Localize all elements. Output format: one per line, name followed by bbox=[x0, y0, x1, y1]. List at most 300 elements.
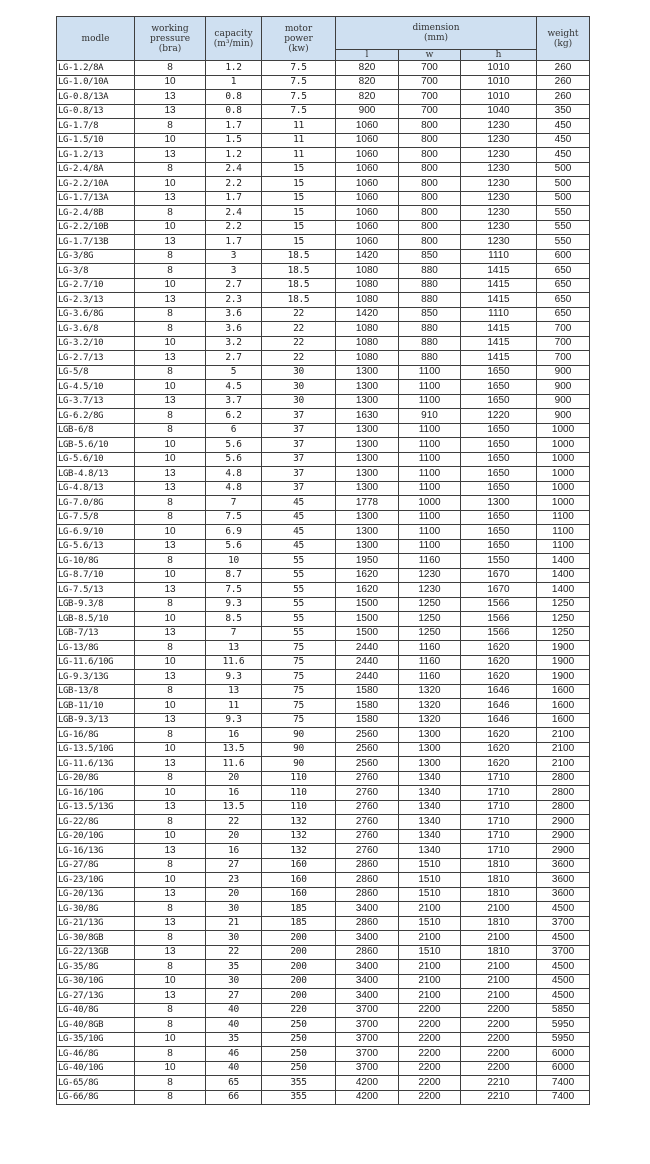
cell-weight: 260 bbox=[537, 90, 590, 105]
cell-length: 2760 bbox=[336, 844, 399, 859]
table-row bbox=[57, 496, 590, 511]
cell-width: 800 bbox=[399, 133, 461, 148]
cell-power: 250 bbox=[262, 1018, 336, 1033]
cell-width: 880 bbox=[399, 336, 461, 351]
cell-capacity: 16 bbox=[206, 786, 262, 801]
cell-length: 1778 bbox=[336, 496, 399, 511]
cell-power: 132 bbox=[262, 829, 336, 844]
cell-weight: 2800 bbox=[537, 786, 590, 801]
table-row bbox=[57, 307, 590, 322]
cell-width: 800 bbox=[399, 162, 461, 177]
cell-weight: 1250 bbox=[537, 612, 590, 627]
cell-capacity: 4.8 bbox=[206, 481, 262, 496]
cell-length: 3700 bbox=[336, 1003, 399, 1018]
cell-model: LGB-13/8 bbox=[57, 684, 135, 699]
table-row bbox=[57, 916, 590, 931]
table-row bbox=[57, 873, 590, 888]
cell-pressure: 10 bbox=[135, 655, 206, 670]
cell-weight: 1000 bbox=[537, 438, 590, 453]
cell-capacity: 5.6 bbox=[206, 438, 262, 453]
table-row bbox=[57, 510, 590, 525]
cell-model: LG-20/10G bbox=[57, 829, 135, 844]
table-row bbox=[57, 858, 590, 873]
cell-weight: 5850 bbox=[537, 1003, 590, 1018]
cell-height: 1415 bbox=[461, 336, 537, 351]
cell-pressure: 10 bbox=[135, 525, 206, 540]
cell-width: 700 bbox=[399, 61, 461, 76]
table-row bbox=[57, 206, 590, 221]
cell-pressure: 10 bbox=[135, 974, 206, 989]
cell-width: 1300 bbox=[399, 742, 461, 757]
cell-weight: 7400 bbox=[537, 1090, 590, 1105]
table-row bbox=[57, 409, 590, 424]
table-row bbox=[57, 1003, 590, 1018]
table-row bbox=[57, 467, 590, 482]
cell-capacity: 11 bbox=[206, 699, 262, 714]
cell-height: 1010 bbox=[461, 90, 537, 105]
cell-capacity: 5.6 bbox=[206, 539, 262, 554]
cell-capacity: 23 bbox=[206, 873, 262, 888]
cell-length: 1060 bbox=[336, 162, 399, 177]
cell-width: 2100 bbox=[399, 931, 461, 946]
cell-capacity: 7 bbox=[206, 496, 262, 511]
cell-length: 4200 bbox=[336, 1076, 399, 1091]
table-row bbox=[57, 1032, 590, 1047]
cell-weight: 650 bbox=[537, 264, 590, 279]
cell-length: 1080 bbox=[336, 336, 399, 351]
cell-capacity: 20 bbox=[206, 887, 262, 902]
table-row bbox=[57, 539, 590, 554]
cell-power: 15 bbox=[262, 162, 336, 177]
cell-height: 1710 bbox=[461, 829, 537, 844]
cell-power: 200 bbox=[262, 945, 336, 960]
cell-height: 1670 bbox=[461, 583, 537, 598]
cell-power: 110 bbox=[262, 800, 336, 815]
cell-model: LG-4.5/10 bbox=[57, 380, 135, 395]
table-row bbox=[57, 438, 590, 453]
cell-power: 75 bbox=[262, 713, 336, 728]
cell-length: 1300 bbox=[336, 539, 399, 554]
cell-capacity: 13 bbox=[206, 641, 262, 656]
cell-pressure: 10 bbox=[135, 75, 206, 90]
cell-power: 355 bbox=[262, 1076, 336, 1091]
cell-pressure: 10 bbox=[135, 438, 206, 453]
cell-width: 1510 bbox=[399, 858, 461, 873]
cell-height: 1230 bbox=[461, 119, 537, 134]
table-row bbox=[57, 1076, 590, 1091]
cell-height: 1710 bbox=[461, 786, 537, 801]
cell-pressure: 8 bbox=[135, 322, 206, 337]
table-row bbox=[57, 626, 590, 641]
cell-height: 1620 bbox=[461, 728, 537, 743]
cell-length: 3400 bbox=[336, 974, 399, 989]
table-row bbox=[57, 148, 590, 163]
cell-width: 880 bbox=[399, 351, 461, 366]
cell-model: LG-20/8G bbox=[57, 771, 135, 786]
table-row bbox=[57, 612, 590, 627]
table-row bbox=[57, 1061, 590, 1076]
cell-length: 3400 bbox=[336, 960, 399, 975]
cell-width: 700 bbox=[399, 90, 461, 105]
cell-height: 1810 bbox=[461, 887, 537, 902]
cell-weight: 3700 bbox=[537, 945, 590, 960]
table-row bbox=[57, 177, 590, 192]
cell-model: LGB-9.3/13 bbox=[57, 713, 135, 728]
cell-model: LG-1.2/8A bbox=[57, 61, 135, 76]
cell-power: 7.5 bbox=[262, 104, 336, 119]
cell-capacity: 2.2 bbox=[206, 220, 262, 235]
cell-power: 355 bbox=[262, 1090, 336, 1105]
cell-width: 1100 bbox=[399, 467, 461, 482]
cell-power: 132 bbox=[262, 844, 336, 859]
table-row bbox=[57, 452, 590, 467]
cell-height: 1650 bbox=[461, 525, 537, 540]
cell-height: 2100 bbox=[461, 974, 537, 989]
table-row bbox=[57, 757, 590, 772]
cell-model: LG-3/8G bbox=[57, 249, 135, 264]
cell-model: LG-6.9/10 bbox=[57, 525, 135, 540]
cell-width: 2100 bbox=[399, 989, 461, 1004]
table-row bbox=[57, 887, 590, 902]
cell-length: 3700 bbox=[336, 1032, 399, 1047]
cell-model: LG-27/8G bbox=[57, 858, 135, 873]
cell-width: 880 bbox=[399, 293, 461, 308]
cell-power: 75 bbox=[262, 699, 336, 714]
cell-length: 2440 bbox=[336, 641, 399, 656]
cell-pressure: 10 bbox=[135, 742, 206, 757]
cell-capacity: 21 bbox=[206, 916, 262, 931]
table-row bbox=[57, 394, 590, 409]
cell-length: 2860 bbox=[336, 873, 399, 888]
cell-height: 1646 bbox=[461, 684, 537, 699]
cell-model: LG-23/10G bbox=[57, 873, 135, 888]
cell-weight: 1250 bbox=[537, 626, 590, 641]
cell-power: 11 bbox=[262, 133, 336, 148]
cell-length: 3400 bbox=[336, 989, 399, 1004]
table-row bbox=[57, 844, 590, 859]
cell-length: 1300 bbox=[336, 380, 399, 395]
cell-weight: 550 bbox=[537, 235, 590, 250]
table-row bbox=[57, 902, 590, 917]
cell-weight: 450 bbox=[537, 133, 590, 148]
cell-pressure: 10 bbox=[135, 699, 206, 714]
cell-weight: 1000 bbox=[537, 496, 590, 511]
cell-height: 1230 bbox=[461, 148, 537, 163]
cell-length: 2760 bbox=[336, 815, 399, 830]
cell-pressure: 13 bbox=[135, 394, 206, 409]
cell-width: 1100 bbox=[399, 380, 461, 395]
cell-capacity: 1.7 bbox=[206, 235, 262, 250]
cell-height: 1650 bbox=[461, 380, 537, 395]
cell-weight: 700 bbox=[537, 322, 590, 337]
cell-model: LG-30/8GB bbox=[57, 931, 135, 946]
table-row bbox=[57, 293, 590, 308]
cell-width: 700 bbox=[399, 104, 461, 119]
cell-capacity: 9.3 bbox=[206, 597, 262, 612]
cell-length: 1300 bbox=[336, 365, 399, 380]
cell-pressure: 8 bbox=[135, 409, 206, 424]
cell-height: 2100 bbox=[461, 931, 537, 946]
cell-capacity: 2.4 bbox=[206, 206, 262, 221]
cell-weight: 260 bbox=[537, 75, 590, 90]
cell-capacity: 8.7 bbox=[206, 568, 262, 583]
cell-pressure: 8 bbox=[135, 1047, 206, 1062]
cell-length: 3700 bbox=[336, 1047, 399, 1062]
cell-weight: 700 bbox=[537, 336, 590, 351]
cell-model: LG-40/8GB bbox=[57, 1018, 135, 1033]
cell-height: 1810 bbox=[461, 873, 537, 888]
cell-width: 800 bbox=[399, 148, 461, 163]
cell-model: LGB-11/10 bbox=[57, 699, 135, 714]
cell-width: 1340 bbox=[399, 786, 461, 801]
cell-height: 2100 bbox=[461, 960, 537, 975]
cell-weight: 1600 bbox=[537, 699, 590, 714]
cell-width: 2100 bbox=[399, 974, 461, 989]
cell-model: LG-1.7/8 bbox=[57, 119, 135, 134]
cell-power: 22 bbox=[262, 322, 336, 337]
cell-model: LG-35/8G bbox=[57, 960, 135, 975]
cell-capacity: 5 bbox=[206, 365, 262, 380]
cell-capacity: 3.7 bbox=[206, 394, 262, 409]
cell-weight: 450 bbox=[537, 148, 590, 163]
cell-power: 45 bbox=[262, 525, 336, 540]
table-row bbox=[57, 133, 590, 148]
cell-model: LG-16/8G bbox=[57, 728, 135, 743]
cell-capacity: 16 bbox=[206, 844, 262, 859]
cell-model: LG-7.0/8G bbox=[57, 496, 135, 511]
table-row bbox=[57, 481, 590, 496]
cell-pressure: 13 bbox=[135, 887, 206, 902]
cell-pressure: 10 bbox=[135, 177, 206, 192]
cell-weight: 900 bbox=[537, 394, 590, 409]
cell-height: 1710 bbox=[461, 771, 537, 786]
cell-length: 2760 bbox=[336, 829, 399, 844]
cell-pressure: 10 bbox=[135, 1032, 206, 1047]
cell-model: LG-3.2/10 bbox=[57, 336, 135, 351]
cell-height: 1415 bbox=[461, 351, 537, 366]
cell-pressure: 8 bbox=[135, 858, 206, 873]
cell-model: LG-13.5/13G bbox=[57, 800, 135, 815]
cell-pressure: 8 bbox=[135, 1018, 206, 1033]
cell-power: 250 bbox=[262, 1032, 336, 1047]
table-row bbox=[57, 365, 590, 380]
table-row bbox=[57, 75, 590, 90]
cell-weight: 5950 bbox=[537, 1032, 590, 1047]
cell-length: 1300 bbox=[336, 438, 399, 453]
cell-height: 1040 bbox=[461, 104, 537, 119]
cell-length: 1080 bbox=[336, 322, 399, 337]
cell-length: 1500 bbox=[336, 612, 399, 627]
cell-length: 2560 bbox=[336, 757, 399, 772]
cell-power: 11 bbox=[262, 148, 336, 163]
cell-length: 900 bbox=[336, 104, 399, 119]
cell-power: 7.5 bbox=[262, 90, 336, 105]
cell-capacity: 7 bbox=[206, 626, 262, 641]
cell-width: 2200 bbox=[399, 1003, 461, 1018]
table-row bbox=[57, 931, 590, 946]
cell-height: 1620 bbox=[461, 670, 537, 685]
cell-width: 1160 bbox=[399, 670, 461, 685]
cell-width: 2100 bbox=[399, 902, 461, 917]
cell-width: 1320 bbox=[399, 713, 461, 728]
cell-capacity: 1.7 bbox=[206, 191, 262, 206]
cell-pressure: 13 bbox=[135, 713, 206, 728]
cell-capacity: 20 bbox=[206, 829, 262, 844]
cell-capacity: 0.8 bbox=[206, 104, 262, 119]
cell-height: 1230 bbox=[461, 220, 537, 235]
cell-capacity: 22 bbox=[206, 945, 262, 960]
cell-height: 1010 bbox=[461, 61, 537, 76]
cell-height: 1230 bbox=[461, 177, 537, 192]
cell-height: 2210 bbox=[461, 1090, 537, 1105]
cell-power: 75 bbox=[262, 655, 336, 670]
table-row bbox=[57, 742, 590, 757]
table-row bbox=[57, 90, 590, 105]
cell-capacity: 4.5 bbox=[206, 380, 262, 395]
cell-pressure: 13 bbox=[135, 481, 206, 496]
cell-height: 1300 bbox=[461, 496, 537, 511]
cell-height: 1650 bbox=[461, 510, 537, 525]
cell-power: 7.5 bbox=[262, 61, 336, 76]
cell-height: 1646 bbox=[461, 713, 537, 728]
cell-capacity: 35 bbox=[206, 960, 262, 975]
cell-pressure: 13 bbox=[135, 90, 206, 105]
cell-capacity: 1 bbox=[206, 75, 262, 90]
cell-model: LG-10/8G bbox=[57, 554, 135, 569]
cell-model: LG-2.7/13 bbox=[57, 351, 135, 366]
cell-power: 110 bbox=[262, 771, 336, 786]
table-row bbox=[57, 104, 590, 119]
cell-width: 800 bbox=[399, 119, 461, 134]
cell-model: LG-0.8/13A bbox=[57, 90, 135, 105]
cell-height: 1110 bbox=[461, 249, 537, 264]
cell-power: 110 bbox=[262, 786, 336, 801]
cell-weight: 900 bbox=[537, 409, 590, 424]
cell-width: 1300 bbox=[399, 757, 461, 772]
cell-power: 220 bbox=[262, 1003, 336, 1018]
cell-pressure: 13 bbox=[135, 467, 206, 482]
cell-length: 1080 bbox=[336, 264, 399, 279]
cell-weight: 2900 bbox=[537, 844, 590, 859]
cell-width: 1320 bbox=[399, 699, 461, 714]
cell-width: 800 bbox=[399, 177, 461, 192]
cell-height: 1810 bbox=[461, 916, 537, 931]
cell-height: 1620 bbox=[461, 641, 537, 656]
cell-model: LG-5/8 bbox=[57, 365, 135, 380]
cell-model: LG-13.5/10G bbox=[57, 742, 135, 757]
cell-weight: 900 bbox=[537, 365, 590, 380]
table-row bbox=[57, 278, 590, 293]
cell-width: 1250 bbox=[399, 626, 461, 641]
cell-power: 37 bbox=[262, 481, 336, 496]
cell-pressure: 13 bbox=[135, 104, 206, 119]
cell-width: 880 bbox=[399, 322, 461, 337]
cell-height: 1650 bbox=[461, 394, 537, 409]
cell-width: 1510 bbox=[399, 945, 461, 960]
cell-length: 1500 bbox=[336, 626, 399, 641]
cell-capacity: 11.6 bbox=[206, 655, 262, 670]
header-dimension-length: l bbox=[336, 50, 399, 61]
table-row bbox=[57, 423, 590, 438]
cell-height: 1810 bbox=[461, 858, 537, 873]
cell-power: 55 bbox=[262, 554, 336, 569]
cell-weight: 1900 bbox=[537, 655, 590, 670]
cell-power: 30 bbox=[262, 365, 336, 380]
cell-power: 37 bbox=[262, 452, 336, 467]
cell-height: 2200 bbox=[461, 1047, 537, 1062]
cell-width: 1100 bbox=[399, 481, 461, 496]
cell-width: 1100 bbox=[399, 438, 461, 453]
cell-power: 250 bbox=[262, 1061, 336, 1076]
header-dimension-height: h bbox=[461, 50, 537, 61]
cell-length: 1580 bbox=[336, 684, 399, 699]
cell-pressure: 8 bbox=[135, 1076, 206, 1091]
header-model: modle bbox=[57, 17, 135, 61]
cell-height: 1650 bbox=[461, 467, 537, 482]
cell-capacity: 13 bbox=[206, 684, 262, 699]
table-row bbox=[57, 191, 590, 206]
cell-length: 1580 bbox=[336, 699, 399, 714]
cell-power: 15 bbox=[262, 235, 336, 250]
cell-power: 7.5 bbox=[262, 75, 336, 90]
cell-width: 1100 bbox=[399, 452, 461, 467]
cell-length: 1300 bbox=[336, 423, 399, 438]
cell-length: 2760 bbox=[336, 771, 399, 786]
cell-capacity: 40 bbox=[206, 1003, 262, 1018]
table-row bbox=[57, 974, 590, 989]
cell-length: 1420 bbox=[336, 249, 399, 264]
cell-width: 1300 bbox=[399, 728, 461, 743]
cell-height: 1230 bbox=[461, 191, 537, 206]
cell-pressure: 10 bbox=[135, 568, 206, 583]
cell-pressure: 13 bbox=[135, 293, 206, 308]
cell-model: LG-5.6/10 bbox=[57, 452, 135, 467]
cell-power: 30 bbox=[262, 380, 336, 395]
cell-pressure: 8 bbox=[135, 771, 206, 786]
cell-pressure: 13 bbox=[135, 844, 206, 859]
cell-weight: 2900 bbox=[537, 829, 590, 844]
cell-length: 1060 bbox=[336, 191, 399, 206]
cell-length: 2560 bbox=[336, 728, 399, 743]
cell-power: 185 bbox=[262, 902, 336, 917]
cell-length: 1080 bbox=[336, 351, 399, 366]
cell-capacity: 2.7 bbox=[206, 351, 262, 366]
cell-height: 1650 bbox=[461, 539, 537, 554]
cell-capacity: 1.7 bbox=[206, 119, 262, 134]
cell-weight: 3600 bbox=[537, 858, 590, 873]
cell-power: 22 bbox=[262, 307, 336, 322]
cell-power: 45 bbox=[262, 496, 336, 511]
cell-height: 1650 bbox=[461, 438, 537, 453]
cell-width: 1340 bbox=[399, 815, 461, 830]
cell-weight: 2900 bbox=[537, 815, 590, 830]
cell-power: 15 bbox=[262, 177, 336, 192]
cell-width: 1230 bbox=[399, 568, 461, 583]
cell-pressure: 8 bbox=[135, 728, 206, 743]
cell-weight: 3700 bbox=[537, 916, 590, 931]
cell-width: 1510 bbox=[399, 916, 461, 931]
cell-height: 1010 bbox=[461, 75, 537, 90]
cell-weight: 500 bbox=[537, 191, 590, 206]
cell-width: 2200 bbox=[399, 1090, 461, 1105]
cell-weight: 1000 bbox=[537, 481, 590, 496]
cell-model: LG-21/13G bbox=[57, 916, 135, 931]
cell-capacity: 3 bbox=[206, 249, 262, 264]
cell-weight: 500 bbox=[537, 177, 590, 192]
cell-power: 90 bbox=[262, 742, 336, 757]
cell-pressure: 8 bbox=[135, 960, 206, 975]
cell-model: LG-1.7/13B bbox=[57, 235, 135, 250]
